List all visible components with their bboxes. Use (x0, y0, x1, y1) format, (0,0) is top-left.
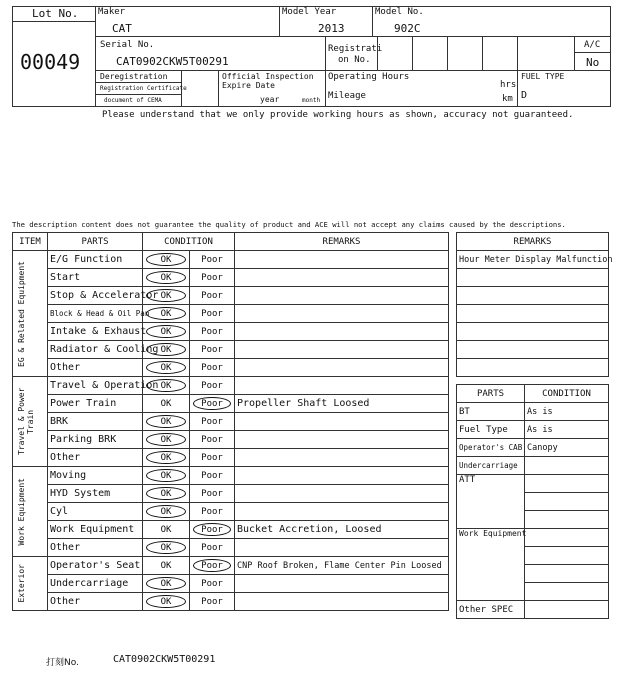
ok-condition-cell[interactable] (143, 269, 190, 287)
poor-condition-cell[interactable] (190, 395, 235, 413)
hrs-label: hrs (500, 80, 517, 90)
remarks-header: REMARKS (235, 233, 449, 251)
side-part-name: Fuel Type (457, 421, 525, 439)
side-condition-header: CONDITION (525, 385, 609, 403)
model-no-label: Model No. (375, 7, 424, 17)
km-label: km (502, 94, 513, 104)
ok-condition-cell[interactable] (143, 287, 190, 305)
poor-condition-cell[interactable] (190, 359, 235, 377)
ok-condition-cell[interactable] (143, 503, 190, 521)
inspection-header-row (13, 233, 449, 251)
poor-selected-circle (193, 523, 231, 536)
ok-label: OK (160, 435, 172, 445)
inspection-row (13, 251, 449, 269)
inspection-row (13, 539, 449, 557)
inspection-row (13, 305, 449, 323)
ac-value: No (586, 56, 600, 69)
item-group-label: Exterior (17, 564, 26, 603)
item-group-cell (13, 377, 48, 467)
ok-label: OK (160, 255, 172, 265)
ok-label: OK (160, 363, 172, 373)
ok-label: OK (160, 471, 172, 481)
ok-selected-circle (146, 415, 186, 428)
remark-cell (235, 251, 449, 269)
ok-condition-cell[interactable] (143, 431, 190, 449)
poor-condition-cell[interactable] (190, 287, 235, 305)
ok-condition-cell[interactable] (143, 575, 190, 593)
poor-label: Poor (201, 255, 223, 265)
inspection-row (13, 431, 449, 449)
poor-label: Poor (201, 291, 223, 301)
poor-condition-cell[interactable] (190, 467, 235, 485)
poor-label: Poor (201, 345, 223, 355)
poor-condition-cell[interactable] (190, 341, 235, 359)
remark-cell (235, 539, 449, 557)
poor-label: Poor (201, 489, 223, 499)
ok-condition-cell[interactable] (143, 305, 190, 323)
inspection-row (13, 557, 449, 575)
year-label: year (260, 95, 280, 104)
ok-condition-cell[interactable] (143, 557, 190, 575)
part-name: Block & Head & Oil Pan (48, 305, 143, 323)
remark-cell: CNP Roof Broken, Flame Center Pin Loosed (235, 557, 449, 575)
item-header: ITEM (13, 233, 48, 251)
ok-selected-circle (146, 307, 186, 320)
part-name: BRK (48, 413, 143, 431)
ok-label: OK (160, 381, 172, 391)
fuel-type-label: FUEL TYPE (521, 72, 565, 81)
poor-label: Poor (201, 543, 223, 553)
ok-label: OK (160, 561, 172, 571)
stamp-no-label: 打刻No. (46, 658, 79, 668)
side-part-condition: As is (525, 403, 609, 421)
deregistration-label: Deregistration (100, 72, 168, 81)
poor-label: Poor (201, 579, 223, 589)
side-remarks-table (456, 232, 613, 377)
side-part-name: BT (457, 403, 525, 421)
inspection-row (13, 341, 449, 359)
poor-label: Poor (201, 327, 223, 337)
inspection-row (13, 359, 449, 377)
stamp-no-value: CAT0902CKW5T00291 (113, 654, 216, 665)
poor-condition-cell[interactable] (190, 413, 235, 431)
poor-label: Poor (201, 363, 223, 373)
poor-condition-cell[interactable] (190, 575, 235, 593)
ok-label: OK (160, 309, 172, 319)
remark-cell (235, 485, 449, 503)
lot-number: 00049 (20, 50, 81, 74)
poor-label: Poor (201, 381, 223, 391)
ok-condition-cell[interactable] (143, 341, 190, 359)
registration-certificate-label: Registration Certificate (100, 85, 187, 92)
poor-condition-cell[interactable] (190, 323, 235, 341)
remark-cell (235, 593, 449, 611)
inspection-table (12, 232, 449, 611)
ok-selected-circle (146, 577, 186, 590)
part-name: Work Equipment (48, 521, 143, 539)
registration-label-2: on No. (338, 55, 371, 65)
poor-label: Poor (201, 417, 223, 427)
remark-cell (235, 323, 449, 341)
ok-condition-cell[interactable] (143, 377, 190, 395)
ok-condition-cell[interactable] (143, 395, 190, 413)
ok-label: OK (160, 327, 172, 337)
ok-label: OK (160, 597, 172, 607)
ok-condition-cell[interactable] (143, 323, 190, 341)
part-name: Moving (48, 467, 143, 485)
side-remark-cell (457, 287, 609, 305)
inspection-row (13, 485, 449, 503)
side-remark-cell (457, 305, 609, 323)
ok-condition-cell[interactable] (143, 413, 190, 431)
part-name: Operator's Seat (48, 557, 143, 575)
side-parts-table (456, 384, 609, 619)
side-part-condition (525, 511, 609, 529)
side-remark-cell (457, 359, 609, 377)
item-group-label: Travel & Power Train (17, 387, 35, 456)
ok-selected-circle (146, 541, 186, 554)
ok-condition-cell[interactable] (143, 593, 190, 611)
model-no-value: 902C (394, 22, 421, 35)
inspection-label-2: Expire Date (222, 81, 275, 90)
remark-cell (235, 575, 449, 593)
remark-cell (235, 269, 449, 287)
ok-selected-circle (146, 433, 186, 446)
inspection-row (13, 467, 449, 485)
side-part-condition (525, 475, 609, 493)
poor-condition-cell[interactable] (190, 431, 235, 449)
side-remark-cell (457, 323, 609, 341)
part-name: Intake & Exhaust (48, 323, 143, 341)
remark-cell: Bucket Accretion, Loosed (235, 521, 449, 539)
cema-document-label: document of CEMA (104, 97, 162, 104)
poor-condition-cell[interactable] (190, 485, 235, 503)
ok-selected-circle (146, 487, 186, 500)
month-label: month (302, 97, 321, 104)
ok-label: OK (160, 525, 172, 535)
remark-cell (235, 305, 449, 323)
ok-condition-cell[interactable] (143, 467, 190, 485)
lot-no-label: Lot No. (32, 7, 79, 20)
ok-label: OK (160, 291, 172, 301)
poor-label: Poor (201, 597, 223, 607)
remark-cell (235, 287, 449, 305)
poor-label: Poor (201, 435, 223, 445)
poor-label: Poor (201, 471, 223, 481)
inspection-row (13, 323, 449, 341)
side-remark-cell (457, 269, 609, 287)
inspection-row (13, 287, 449, 305)
ac-label: A/C (584, 40, 601, 50)
ok-selected-circle (146, 253, 186, 266)
side-remark-cell (457, 341, 609, 359)
poor-label: Poor (201, 525, 223, 535)
poor-label: Poor (201, 273, 223, 283)
poor-label: Poor (201, 507, 223, 517)
ok-label: OK (160, 399, 172, 409)
ok-label: OK (160, 345, 172, 355)
part-name: Other (48, 593, 143, 611)
poor-label: Poor (201, 561, 223, 571)
item-group-label: EG & Related Equipment (17, 260, 26, 367)
ok-condition-cell[interactable] (143, 359, 190, 377)
ok-condition-cell[interactable] (143, 485, 190, 503)
side-work-equipment-label: Work Equipment (457, 529, 525, 601)
part-name: Power Train (48, 395, 143, 413)
mileage-label: Mileage (328, 91, 366, 101)
ok-condition-cell[interactable] (143, 251, 190, 269)
remark-cell (235, 431, 449, 449)
inspection-label-1: Official Inspection (222, 72, 314, 81)
side-part-condition: Canopy (525, 439, 609, 457)
part-name: Other (48, 449, 143, 467)
side-part-condition (525, 601, 609, 619)
ok-selected-circle (146, 361, 186, 374)
serial-no-value: CAT0902CKW5T00291 (116, 55, 229, 68)
model-year-value: 2013 (318, 22, 345, 35)
ok-label: OK (160, 417, 172, 427)
remark-cell (235, 359, 449, 377)
maker-label: Maker (98, 7, 126, 17)
ok-selected-circle (146, 289, 186, 302)
ok-selected-circle (146, 343, 186, 356)
ok-selected-circle (146, 271, 186, 284)
inspection-row (13, 269, 449, 287)
side-remark-cell: Hour Meter Display Malfunction (457, 251, 609, 269)
side-part-condition (525, 565, 609, 583)
fuel-type-value: D (521, 90, 528, 101)
serial-no-label: Serial No. (100, 40, 155, 50)
part-name: Stop & Accelerator (48, 287, 143, 305)
side-part-condition (525, 529, 609, 547)
ok-condition-cell[interactable] (143, 521, 190, 539)
side-remarks-header: REMARKS (457, 233, 609, 251)
ok-condition-cell[interactable] (143, 449, 190, 467)
poor-condition-cell[interactable] (190, 557, 235, 575)
remark-cell (235, 377, 449, 395)
item-group-cell (13, 467, 48, 557)
remark-cell (235, 413, 449, 431)
poor-condition-cell[interactable] (190, 593, 235, 611)
remark-cell (235, 503, 449, 521)
ok-condition-cell[interactable] (143, 539, 190, 557)
item-group-cell (13, 557, 48, 611)
ok-label: OK (160, 543, 172, 553)
poor-condition-cell[interactable] (190, 305, 235, 323)
ok-selected-circle (146, 325, 186, 338)
operating-hours-label: Operating Hours (328, 72, 410, 82)
parts-header: PARTS (48, 233, 143, 251)
poor-condition-cell[interactable] (190, 539, 235, 557)
part-name: HYD System (48, 485, 143, 503)
remark-cell (235, 449, 449, 467)
part-name: Parking BRK (48, 431, 143, 449)
ok-label: OK (160, 453, 172, 463)
poor-condition-cell[interactable] (190, 449, 235, 467)
inspection-row (13, 413, 449, 431)
registration-label-1: Registrati (328, 44, 383, 54)
part-name: Radiator & Cooling (48, 341, 143, 359)
ok-selected-circle (146, 469, 186, 482)
side-part-condition (525, 547, 609, 565)
inspection-row (13, 395, 449, 413)
part-name: Other (48, 539, 143, 557)
poor-label: Poor (201, 399, 223, 409)
inspection-row (13, 575, 449, 593)
poor-label: Poor (201, 309, 223, 319)
ok-selected-circle (146, 595, 186, 608)
side-other-spec-label: Other SPEC (457, 601, 525, 619)
part-name: Start (48, 269, 143, 287)
poor-label: Poor (201, 453, 223, 463)
side-part-name: Operator's CAB (457, 439, 525, 457)
inspection-row (13, 377, 449, 395)
maker-value: CAT (112, 22, 132, 35)
remark-cell (235, 467, 449, 485)
model-year-label: Model Year (282, 7, 337, 17)
side-part-condition (525, 493, 609, 511)
side-part-condition (525, 583, 609, 601)
poor-condition-cell[interactable] (190, 503, 235, 521)
item-group-label: Work Equipment (17, 477, 26, 546)
ok-selected-circle (146, 451, 186, 464)
poor-condition-cell[interactable] (190, 251, 235, 269)
side-parts-header: PARTS (457, 385, 525, 403)
side-part-condition (525, 457, 609, 475)
part-name: Travel & Operation (48, 377, 143, 395)
part-name: Cyl (48, 503, 143, 521)
poor-selected-circle (193, 397, 231, 410)
ok-selected-circle (146, 505, 186, 518)
part-name: Undercarriage (48, 575, 143, 593)
inspection-row (13, 521, 449, 539)
inspection-row (13, 593, 449, 611)
ok-label: OK (160, 489, 172, 499)
part-name: Other (48, 359, 143, 377)
poor-condition-cell[interactable] (190, 269, 235, 287)
ok-label: OK (160, 579, 172, 589)
remark-cell: Propeller Shaft Loosed (235, 395, 449, 413)
poor-selected-circle (193, 559, 231, 572)
inspection-row (13, 449, 449, 467)
working-hours-notice: Please understand that we only provide working hours as shown, accuracy not guaranteed. (102, 110, 574, 120)
part-name: E/G Function (48, 251, 143, 269)
poor-condition-cell[interactable] (190, 521, 235, 539)
disclaimer: The description content does not guarantee the quality of product and ACE will not accept any claims caused by the descriptions. (12, 220, 566, 229)
ok-selected-circle (146, 379, 186, 392)
side-part-name: ATT (457, 475, 525, 529)
item-group-cell (13, 251, 48, 377)
condition-header: CONDITION (143, 233, 235, 251)
ok-label: OK (160, 507, 172, 517)
side-part-name: Undercarriage (457, 457, 525, 475)
remark-cell (235, 341, 449, 359)
ok-label: OK (160, 273, 172, 283)
inspection-row (13, 503, 449, 521)
poor-condition-cell[interactable] (190, 377, 235, 395)
side-part-condition: As is (525, 421, 609, 439)
